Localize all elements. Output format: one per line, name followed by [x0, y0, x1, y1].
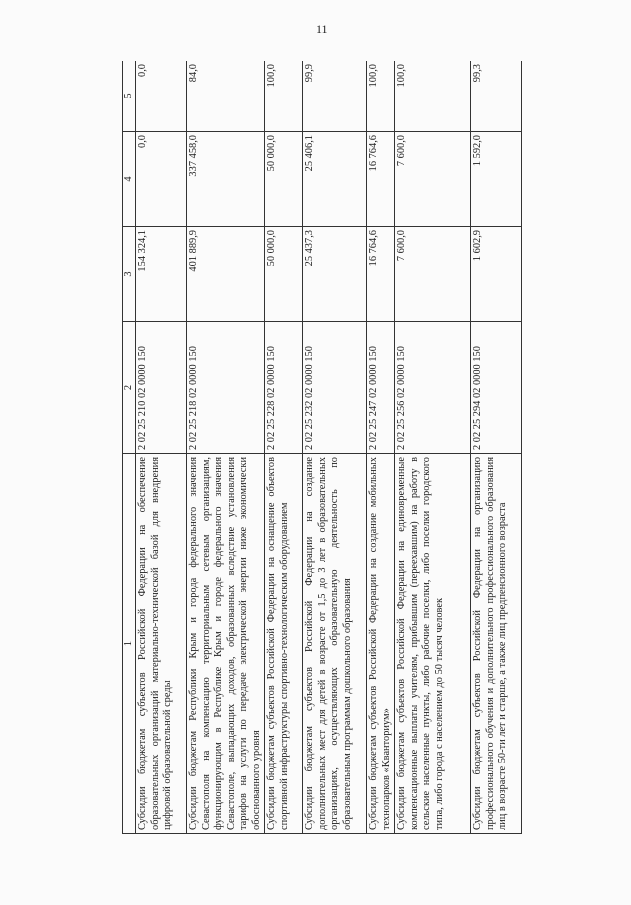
row-value-col4: 0,0 [136, 132, 187, 227]
row-value-col4: 1 592,0 [471, 132, 522, 227]
row-value-col3: 25 437,3 [303, 227, 367, 322]
row-budget-code: 2 02 25 247 02 0000 150 [367, 322, 395, 454]
row-value-col5: 0,0 [136, 61, 187, 132]
header-col-3: 3 [123, 227, 136, 322]
table-row [471, 61, 522, 834]
row-description: Субсидии бюджетам субъектов Российской Федерации на создание мобильных технопарков «Кванториум» [367, 454, 395, 834]
row-value-col3: 50 000,0 [265, 227, 303, 322]
table-row [187, 61, 265, 834]
row-budget-code: 2 02 25 228 02 0000 150 [265, 322, 303, 454]
header-col-2: 2 [123, 322, 136, 454]
row-budget-code: 2 02 25 210 02 0000 150 [136, 322, 187, 454]
row-value-col3: 401 889,9 [187, 227, 265, 322]
row-description: Субсидии бюджетам субъектов Российской Федерации на организацию профессионального обучения и дополнительного профессионального образования лиц в возрасте 50-ти лет и старше, а также лиц предпенсионного возраста [471, 454, 522, 834]
row-description: Субсидии бюджетам субъектов Российской Федерации на создание дополнительных мест для детей в возрасте от 1,5 до 3 лет в образовательных организациях, осуществляющих образовательную деятельность по образовательным программам дошкольного образования [303, 454, 367, 834]
row-budget-code: 2 02 25 256 02 0000 150 [395, 322, 471, 454]
row-value-col5: 100,0 [265, 61, 303, 132]
row-value-col3: 16 764,6 [367, 227, 395, 322]
row-description: Субсидии бюджетам субъектов Российской Федерации на обеспечение образовательных организаций материально-технической базой для внедрения цифровой образовательной среды [136, 454, 187, 834]
table-row [136, 61, 187, 834]
subsidies-table [122, 61, 522, 834]
table-row [265, 61, 303, 834]
row-value-col4: 16 764,6 [367, 132, 395, 227]
row-budget-code: 2 02 25 218 02 0000 150 [187, 322, 265, 454]
rotated-table-container [122, 61, 552, 834]
row-budget-code: 2 02 25 294 02 0000 150 [471, 322, 522, 454]
row-description: Субсидии бюджетам Республики Крым и города федерального значения Севастополя на компенсацию территориальным сетевым организациям, функционирующим в Республике Крым и городе федерального значения Севастополе, выпадающих доходов, образованных вследствие установления тарифов на услуги по передаче электрической энергии ниже экономически обоснованного уровня [187, 454, 265, 834]
row-description: Субсидии бюджетам субъектов Российской Федерации на единовременные компенсационные выплаты учителям, прибывшим (переехавшим) на работу в сельские населенные пункты, либо рабочие поселки, либо поселки городского типа, либо города с населением до 50 тысяч человек [395, 454, 471, 834]
row-value-col5: 84,0 [187, 61, 265, 132]
table-row [303, 61, 367, 834]
header-row [123, 61, 136, 834]
table-area [122, 61, 552, 834]
row-value-col3: 1 602,9 [471, 227, 522, 322]
row-value-col5: 99,9 [303, 61, 367, 132]
row-value-col4: 337 458,0 [187, 132, 265, 227]
header-col-5: 5 [123, 61, 136, 132]
row-value-col3: 7 600,0 [395, 227, 471, 322]
row-value-col5: 100,0 [367, 61, 395, 132]
row-budget-code: 2 02 25 232 02 0000 150 [303, 322, 367, 454]
table-row [395, 61, 471, 834]
row-value-col5: 99,3 [471, 61, 522, 132]
row-value-col4: 25 406,1 [303, 132, 367, 227]
header-col-1: 1 [123, 454, 136, 834]
row-value-col4: 7 600,0 [395, 132, 471, 227]
row-value-col4: 50 000,0 [265, 132, 303, 227]
page-number: 11 [316, 22, 328, 36]
table-row [367, 61, 395, 834]
row-value-col3: 154 324,1 [136, 227, 187, 322]
row-value-col5: 100,0 [395, 61, 471, 132]
row-description: Субсидии бюджетам субъектов Российской Федерации на оснащение объектов спортивной инфраструктуры спортивно-технологическим оборудованием [265, 454, 303, 834]
header-col-4: 4 [123, 132, 136, 227]
